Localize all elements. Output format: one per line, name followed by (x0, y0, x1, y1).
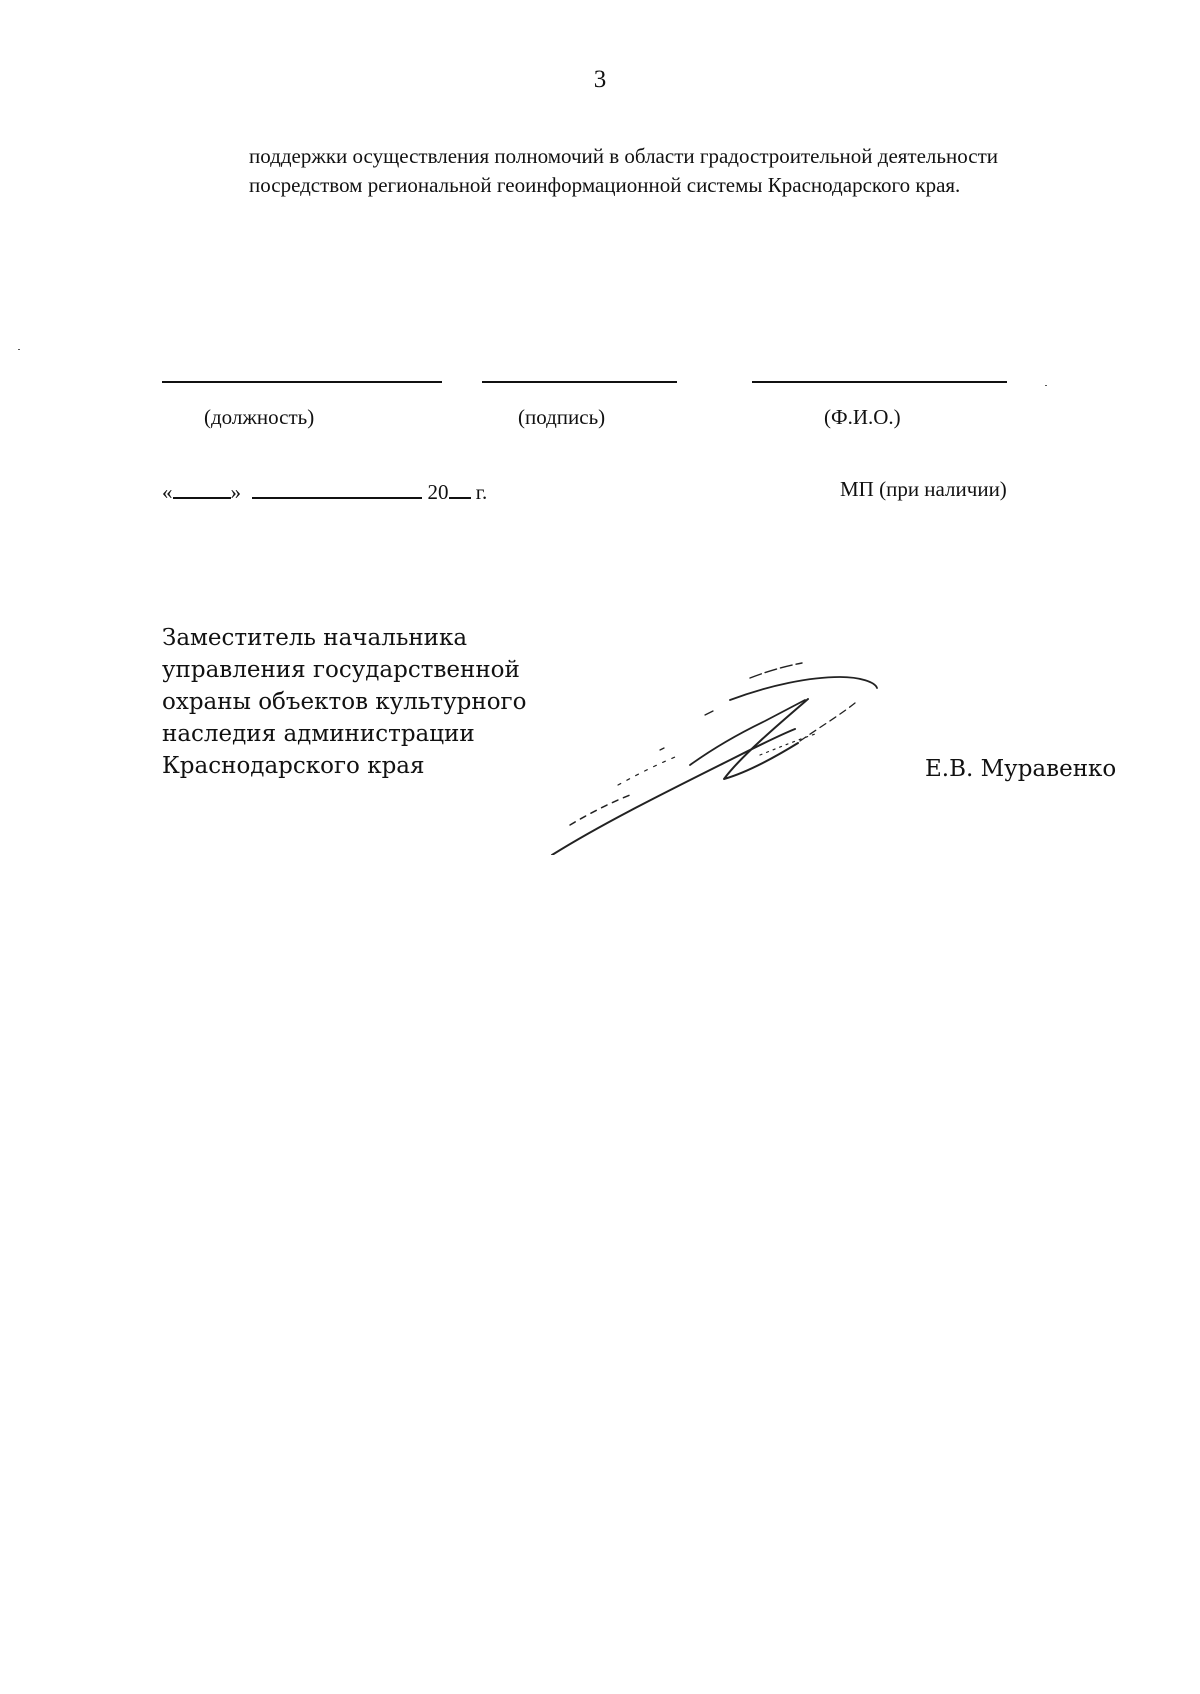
signer-name: Е.В. Муравенко (925, 756, 1117, 782)
body-line: поддержки осуществления полномочий в области градостроительной деятельности (249, 144, 998, 168)
signature-caption: (подпись) (518, 405, 606, 429)
handwritten-signature (540, 655, 900, 855)
day-blank (173, 477, 231, 499)
signer-title-line: управления государственной (162, 657, 520, 683)
signer-title-line: Краснодарского края (162, 753, 425, 779)
signer-title (162, 622, 526, 782)
date-close-quote: » (230, 480, 241, 504)
page-number: 3 (593, 66, 607, 93)
stamp-note: МП (при наличии) (840, 477, 1007, 501)
signature-line (482, 381, 677, 383)
year-prefix: 20 (427, 480, 449, 504)
body-line: посредством региональной геоинформационной системы Краснодарского края. (249, 173, 961, 197)
position-signature-line (162, 381, 442, 383)
position-caption: (должность) (204, 405, 315, 429)
signer-title-line: Заместитель начальника (162, 625, 468, 651)
scan-speck (1045, 385, 1047, 386)
year-blank (449, 477, 471, 499)
year-suffix: г. (475, 480, 488, 504)
scan-speck (18, 349, 20, 350)
month-blank (252, 477, 422, 499)
date-open-quote: « (162, 480, 173, 504)
name-signature-line (752, 381, 1007, 383)
signer-title-line: охраны объектов культурного (162, 689, 527, 715)
date-field (162, 477, 487, 505)
body-paragraph (249, 142, 1129, 200)
signer-title-line: наследия администрации (162, 721, 475, 747)
name-caption: (Ф.И.О.) (824, 405, 901, 429)
